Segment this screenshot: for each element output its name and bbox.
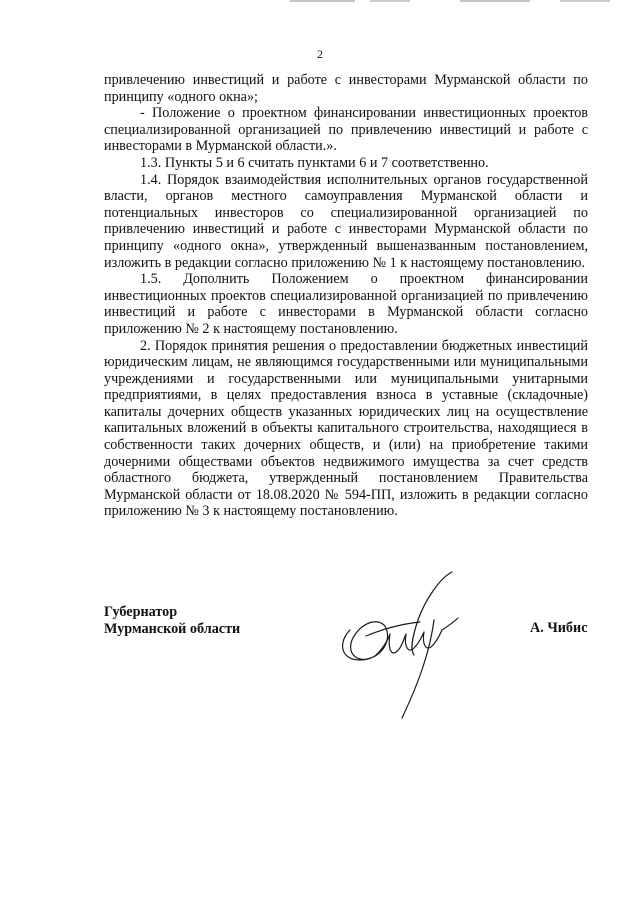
paragraph-1-3: 1.3. Пункты 5 и 6 считать пунктами 6 и 7 соответственно. [140,154,489,171]
paragraph-1-4: 1.4. Порядок взаимодействия исполнительных органов государственной власти, органов местного самоуправления Мурманской области и потенциальных инвесторов со специализированной организацией по привлечению инвестиций и работе с инвесторами Мурманской области по принципу «одного окна», утвержденный вышеназванным постановлением, изложить в редакции согласно приложению № 1 к настоящему постановлению. [104,171,588,271]
paragraph-continuation: привлечению инвестиций и работе с инвесторами Мурманской области по принципу «одного окна»; [104,72,588,105]
handwritten-signature [330,560,480,725]
paragraph-1-5: 1.5. Дополнить Положением о проектном финансировании инвестиционных проектов специализированной организацией по привлечению инвестиций и работе с инвесторами в Мурманской области согласно приложению № 2 к настоящему постановлению. [104,271,588,337]
signatory-title-line1: Губернатор [104,604,178,620]
paragraph-2: 2. Порядок принятия решения о предоставлении бюджетных инвестиций юридическим лицам, не являющимся государственными или муниципальными учреждениями и государственными или муниципальными унитарными предприятиями, в целях предоставления взноса в уставные (складочные) капиталы дочерних обществ указанных юридических лиц на осуществление капитальных вложений в объекты капитального строительства, находящиеся в собственности таких дочерних обществ, и (или) на приобретение такими дочерними обществами объектов недвижимого имущества за счет средств областного бюджета, утвержденный постановлением Правительства Мурманской области от 18.08.2020 № 594-ПП, изложить в редакции согласно приложению № 3 к настоящему постановлению. [104,337,588,520]
signatory-title-line2: Мурманской области [104,621,241,637]
scan-edge-marks [260,0,640,6]
page-number: 2 [317,47,323,61]
paragraph-regulation-item: - Положение о проектном финансировании инвестиционных проектов специализированной организацией по привлечению инвестиций и работе с инвесторами в Мурманской области.». [104,105,588,155]
document-body [104,72,588,520]
signatory-title [104,604,240,638]
signatory-name: А. Чибис [530,620,588,636]
